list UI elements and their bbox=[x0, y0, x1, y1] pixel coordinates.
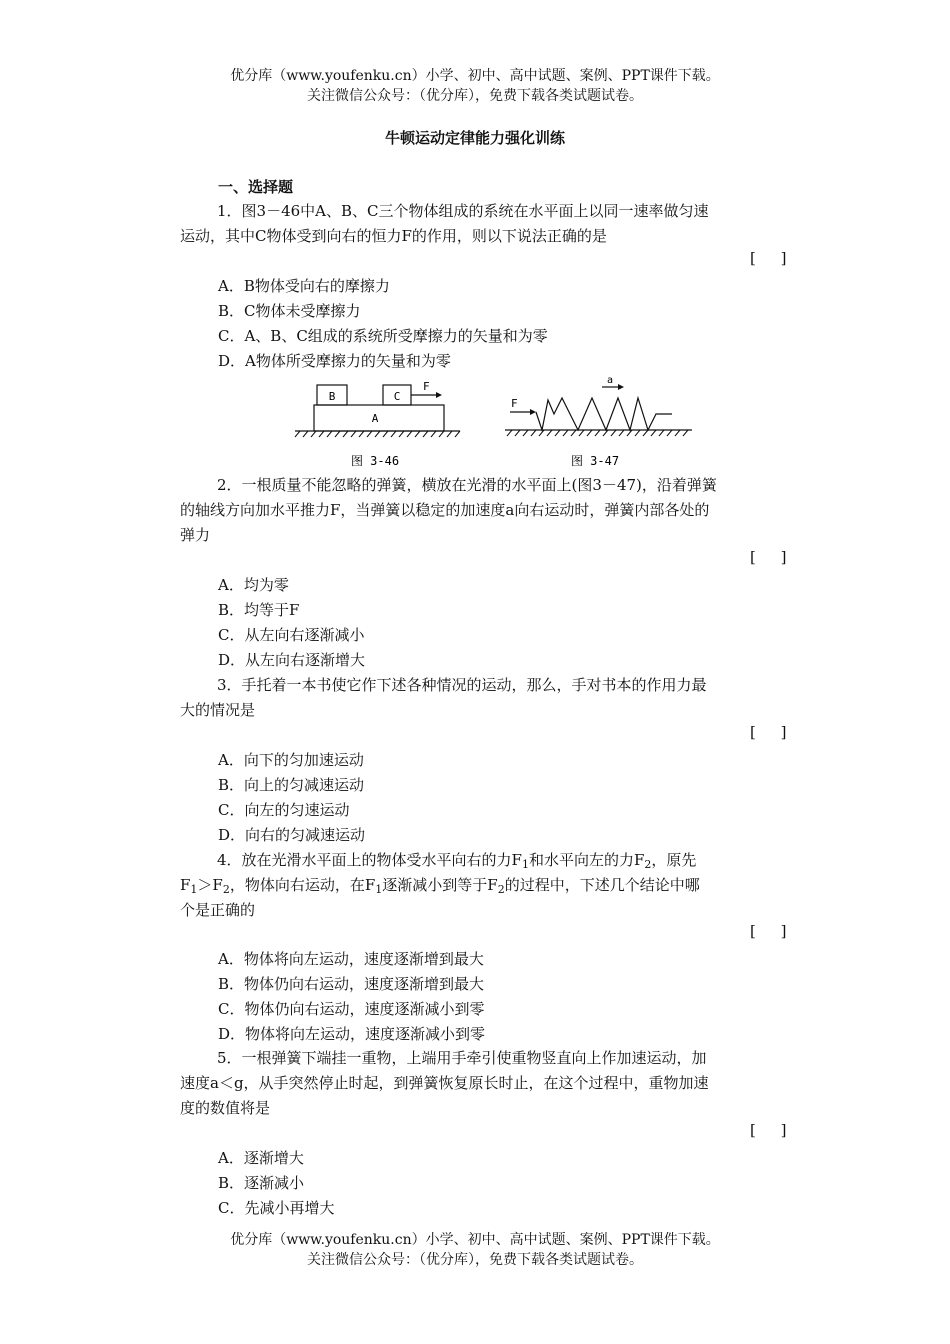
footer-line-1: 优分库（www.youfenku.cn）小学、初中、高中试题、案例、PPT课件下载。 bbox=[230, 1232, 720, 1248]
page-footer bbox=[0, 1230, 950, 1270]
page-header bbox=[0, 66, 950, 106]
q5-option-a: A．逐渐增大 bbox=[218, 1149, 304, 1167]
q2-stem-line-2: 的轴线方向加水平推力F，当弹簧以稳定的加速度a向右运动时，弹簧内部各处的 bbox=[180, 501, 710, 519]
q2-option-c: C．从左向右逐渐减小 bbox=[218, 626, 365, 644]
figure-3-46-caption: 图 3-46 bbox=[350, 454, 400, 468]
label-c: C bbox=[393, 390, 401, 403]
push-force-head bbox=[530, 409, 536, 415]
q5-option-c: C．先减小再增大 bbox=[218, 1199, 335, 1217]
q2-option-d: D．从左向右逐渐增大 bbox=[218, 651, 366, 669]
figure-3-47-caption: 图 3-47 bbox=[570, 454, 620, 468]
q5-stem-line-3: 度的数值将是 bbox=[180, 1099, 271, 1117]
q1-stem-line-2: 运动，其中C物体受到向右的恒力F的作用，则以下说法正确的是 bbox=[180, 227, 607, 245]
spring bbox=[536, 398, 672, 430]
q3-stem-line-1: 3．手托着一本书使它作下述各种情况的运动，那么，手对书本的作用力最 bbox=[217, 676, 707, 694]
q1-stem-line-1: 1．图3－46中A、B、C三个物体组成的系统在水平面上以同一速率做匀速 bbox=[217, 202, 709, 220]
q4-option-d: D．物体将向左运动，速度逐渐减小到零 bbox=[218, 1025, 486, 1043]
q4-stem-line-1: 4．放在光滑水平面上的物体受水平向右的力$F_1$和水平向左的力$F_2$，原先 bbox=[217, 851, 697, 871]
q3-option-b: B．向上的匀减速运动 bbox=[218, 776, 365, 794]
q4-option-b: B．物体仍向右运动，速度逐渐增到最大 bbox=[218, 975, 485, 993]
page-title: 牛顿运动定律能力强化训练 bbox=[384, 129, 565, 147]
header-line-1: 优分库（www.youfenku.cn）小学、初中、高中试题、案例、PPT课件下载。 bbox=[230, 68, 720, 84]
label-a: A bbox=[371, 412, 379, 425]
q1-option-b: B．C物体未受摩擦力 bbox=[218, 302, 361, 320]
label-b: B bbox=[328, 390, 336, 403]
q3-option-a: A．向下的匀加速运动 bbox=[218, 751, 364, 769]
footer-line-2: 关注微信公众号：（优分库），免费下载各类试题试卷。 bbox=[307, 1252, 643, 1268]
q1-answer-bracket: [ ] bbox=[750, 249, 797, 267]
section-heading: 一、选择题 bbox=[218, 178, 294, 196]
q5-stem-line-2: 速度a＜g，从手突然停止时起，到弹簧恢复原长时止，在这个过程中，重物加速 bbox=[180, 1074, 709, 1092]
ground-hatching bbox=[507, 430, 688, 436]
q1-option-a: A．B物体受向右的摩擦力 bbox=[218, 277, 390, 295]
q4-stem-line-2: $F_1>F_2$，物体向右运动，在$F_1$逐渐减小到等于$F_2$的过程中，下述几个结论中哪 bbox=[180, 876, 700, 896]
q5-answer-bracket: [ ] bbox=[750, 1121, 797, 1139]
block-a bbox=[314, 405, 444, 431]
label-f: F bbox=[423, 380, 430, 393]
q4-option-c: C．物体仍向右运动，速度逐渐减小到零 bbox=[218, 1000, 485, 1018]
q4-answer-bracket: [ ] bbox=[750, 922, 797, 940]
label-f: F bbox=[511, 397, 518, 410]
q4-option-a: A．物体将向左运动，速度逐渐增到最大 bbox=[218, 950, 484, 968]
acceleration-arrow-head bbox=[618, 384, 624, 390]
q3-answer-bracket: [ ] bbox=[750, 723, 797, 741]
q3-option-c: C．向左的匀速运动 bbox=[218, 801, 350, 819]
q2-answer-bracket: [ ] bbox=[750, 548, 797, 566]
q5-option-b: B．逐渐减小 bbox=[218, 1174, 305, 1192]
figure-3-46 bbox=[290, 378, 465, 470]
q4-stem-line-3: 个是正确的 bbox=[180, 901, 256, 919]
label-a: a bbox=[607, 375, 614, 386]
force-arrow-head bbox=[436, 392, 442, 398]
q2-stem-line-1: 2．一根质量不能忽略的弹簧，横放在光滑的水平面上(图3－47)，沿着弹簧 bbox=[217, 476, 717, 494]
ground-hatching bbox=[295, 431, 460, 437]
figure-3-47 bbox=[500, 374, 700, 470]
q3-option-d: D．向右的匀减速运动 bbox=[218, 826, 366, 844]
q1-option-c: C．A、B、C组成的系统所受摩擦力的矢量和为零 bbox=[218, 327, 548, 345]
q3-stem-line-2: 大的情况是 bbox=[180, 701, 256, 719]
q2-stem-line-3: 弹力 bbox=[180, 526, 211, 544]
header-line-2: 关注微信公众号：（优分库），免费下载各类试题试卷。 bbox=[307, 88, 643, 104]
q5-stem-line-1: 5．一根弹簧下端挂一重物，上端用手牵引使重物竖直向上作加速运动，加 bbox=[217, 1049, 707, 1067]
q1-option-d: D．A物体所受摩擦力的矢量和为零 bbox=[218, 352, 451, 370]
q2-option-b: B．均等于F bbox=[218, 601, 300, 619]
q2-option-a: A．均为零 bbox=[218, 576, 289, 594]
